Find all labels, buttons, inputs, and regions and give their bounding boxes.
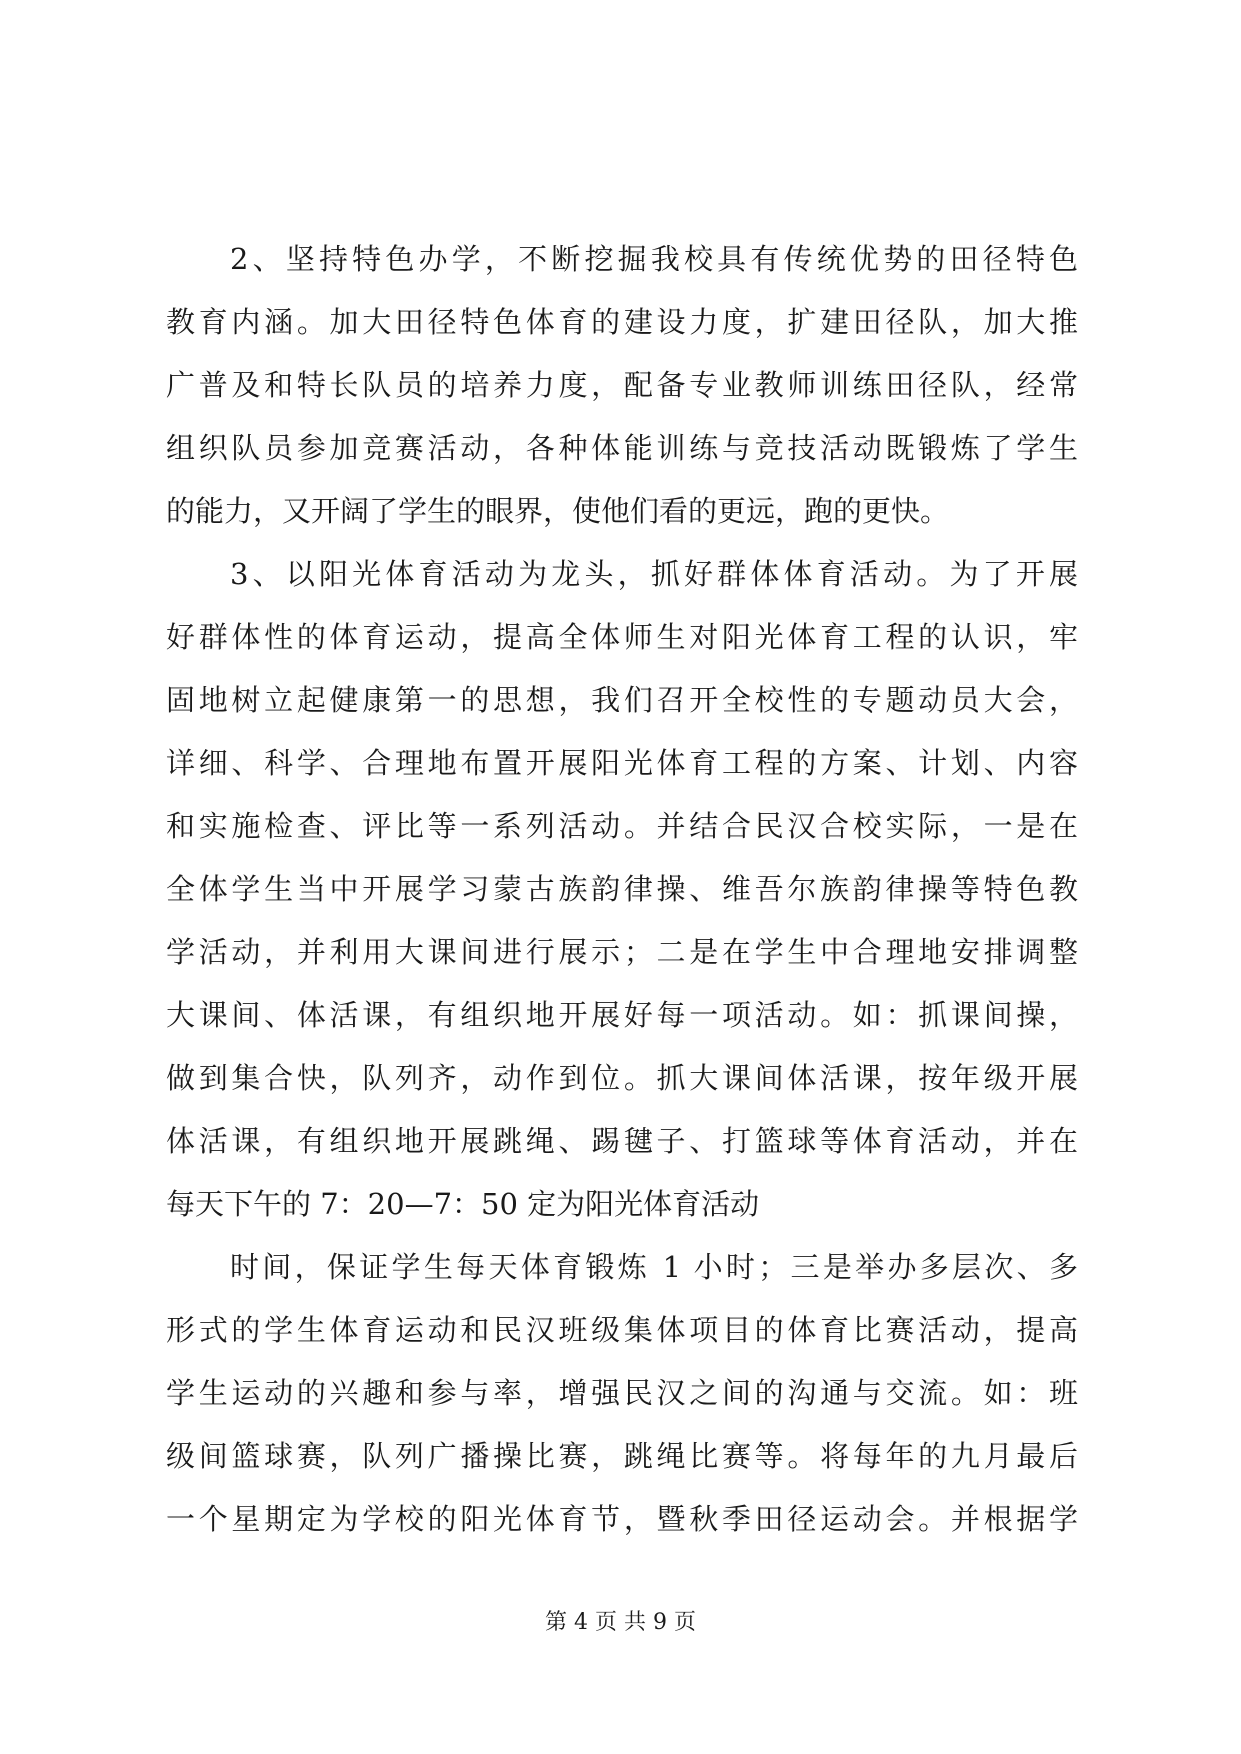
paragraph-3-line-2: 好群体性的体育运动，提高全体师生对阳光体育工程的认识，牢 (166, 620, 1078, 654)
paragraph-4-line-3: 学生运动的兴趣和参与率，增强民汉之间的沟通与交流。如：班 (166, 1376, 1078, 1410)
paragraph-3-line-6: 全体学生当中开展学习蒙古族韵律操、维吾尔族韵律操等特色教 (166, 872, 1078, 906)
paragraph-2-line-4: 组织队员参加竞赛活动，各种体能训练与竞技活动既锻炼了学生 (166, 431, 1078, 465)
paragraph-4-line-1: 时间，保证学生每天体育锻炼 1 小时；三是举办多层次、多 (230, 1250, 1078, 1284)
paragraph-3-line-9: 做到集合快，队列齐，动作到位。抓大课间体活课，按年级开展 (166, 1061, 1078, 1095)
paragraph-3-line-5: 和实施检查、评比等一系列活动。并结合民汉合校实际，一是在 (166, 809, 1078, 843)
paragraph-4-line-5: 一个星期定为学校的阳光体育节，暨秋季田径运动会。并根据学 (166, 1502, 1078, 1536)
paragraph-3-line-7: 学活动，并利用大课间进行展示；二是在学生中合理地安排调整 (166, 935, 1078, 969)
paragraph-3-line-10: 体活课，有组织地开展跳绳、踢毽子、打篮球等体育活动，并在 (166, 1124, 1078, 1158)
paragraph-2-line-5: 的能力，又开阔了学生的眼界，使他们看的更远，跑的更快。 (166, 494, 950, 528)
document-body (166, 228, 1078, 1551)
paragraph-2-line-3: 广普及和特长队员的培养力度，配备专业教师训练田径队，经常 (166, 368, 1078, 402)
paragraph-3-line-8: 大课间、体活课，有组织地开展好每一项活动。如：抓课间操， (166, 998, 1078, 1032)
paragraph-4-line-4: 级间篮球赛，队列广播操比赛，跳绳比赛等。将每年的九月最后 (166, 1439, 1078, 1473)
paragraph-3-line-3: 固地树立起健康第一的思想，我们召开全校性的专题动员大会， (166, 683, 1078, 717)
paragraph-2-line-1: 2、坚持特色办学，不断挖掘我校具有传统优势的田径特色 (230, 242, 1078, 276)
paragraph-2-line-2: 教育内涵。加大田径特色体育的建设力度，扩建田径队，加大推 (166, 305, 1078, 339)
page-number-footer: 第 4 页 共 9 页 (545, 1610, 696, 1635)
paragraph-3-line-1: 3、以阳光体育活动为龙头，抓好群体体育活动。为了开展 (230, 557, 1078, 591)
paragraph-4-line-2: 形式的学生体育运动和民汉班级集体项目的体育比赛活动，提高 (166, 1313, 1078, 1347)
paragraph-3-line-11: 每天下午的 7：20—7：50 定为阳光体育活动 (166, 1187, 760, 1221)
paragraph-3-line-4: 详细、科学、合理地布置开展阳光体育工程的方案、计划、内容 (166, 746, 1078, 780)
